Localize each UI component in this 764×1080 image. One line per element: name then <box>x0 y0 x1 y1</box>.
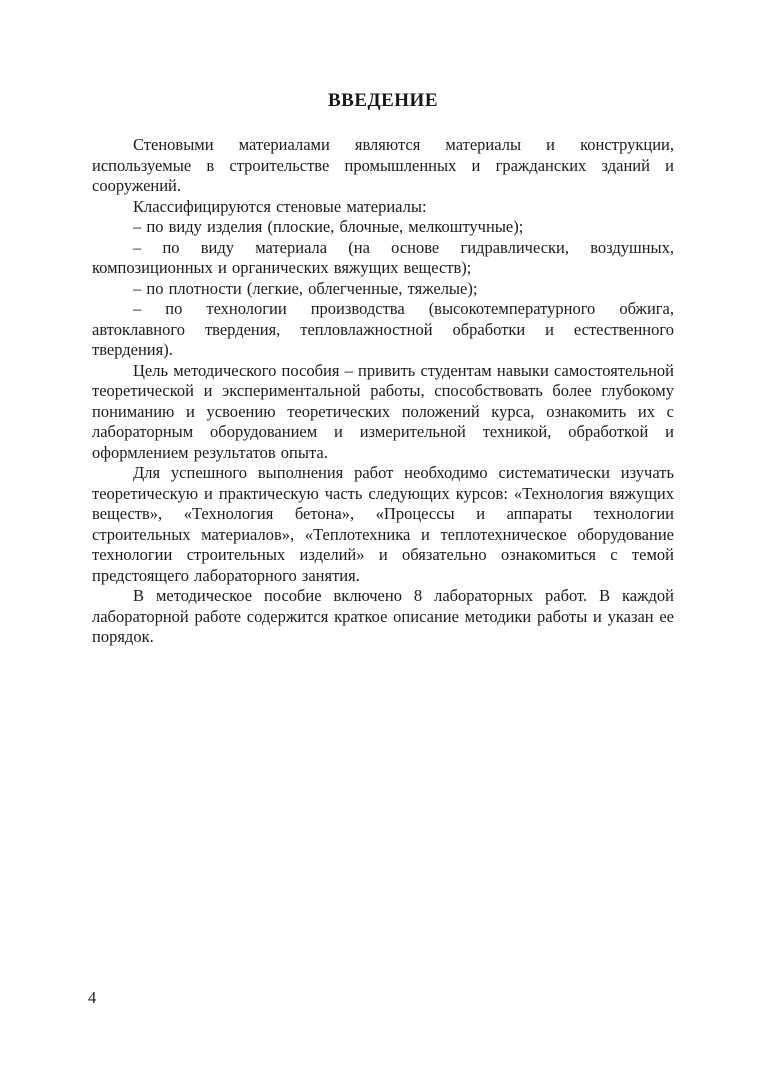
body-text <box>92 135 674 648</box>
paragraph-goal: Цель методического пособия – привить студентам навыки самостоятельной теоретической и экспериментальной работы, способствовать более глубокому пониманию и усвоению теоретических положений курса, ознакомить их с лабораторным оборудованием и измерительной техникой, обработкой и оформлением результатов опыта. <box>92 360 674 462</box>
list-item-production-technology: – по технологии производства (высокотемпературного обжига, автоклавного твердения, тепловлажностной обработки и естественного твердения). <box>92 299 674 359</box>
paragraph-manual-contents: В методическое пособие включено 8 лабораторных работ. В каждой лабораторной работе содержится краткое описание методики работы и указан ее порядок. <box>92 586 674 646</box>
paragraph-courses: Для успешного выполнения работ необходимо систематически изучать теоретическую и практическую часть следующих курсов: «Технология вяжущих веществ», «Технология бетона», «Процессы и аппараты технологии строительных материалов», «Теплотехника и теплотехническое оборудование технологии строительных изделий» и обязательно ознакомиться с темой предстоящего лабораторного занятия. <box>92 463 674 585</box>
text-block <box>92 90 674 648</box>
paragraph-intro: Стеновыми материалами являются материалы и конструкции, используемые в строительстве промышленных и гражданских зданий и сооружений. <box>92 135 674 195</box>
list-item-product-type: – по виду изделия (плоские, блочные, мелкоштучные); <box>133 217 524 236</box>
list-item-density: – по плотности (легкие, облегченные, тяжелые); <box>133 278 478 298</box>
list-item-material-type: – по виду материала (на основе гидравлически, воздушных, композиционных и органических вяжущих веществ); <box>92 237 674 277</box>
paragraph-classification-lead: Классифицируются стеновые материалы: <box>133 196 427 216</box>
page-number: 4 <box>88 988 97 1007</box>
page-title: ВВЕДЕНИЕ <box>328 90 438 111</box>
